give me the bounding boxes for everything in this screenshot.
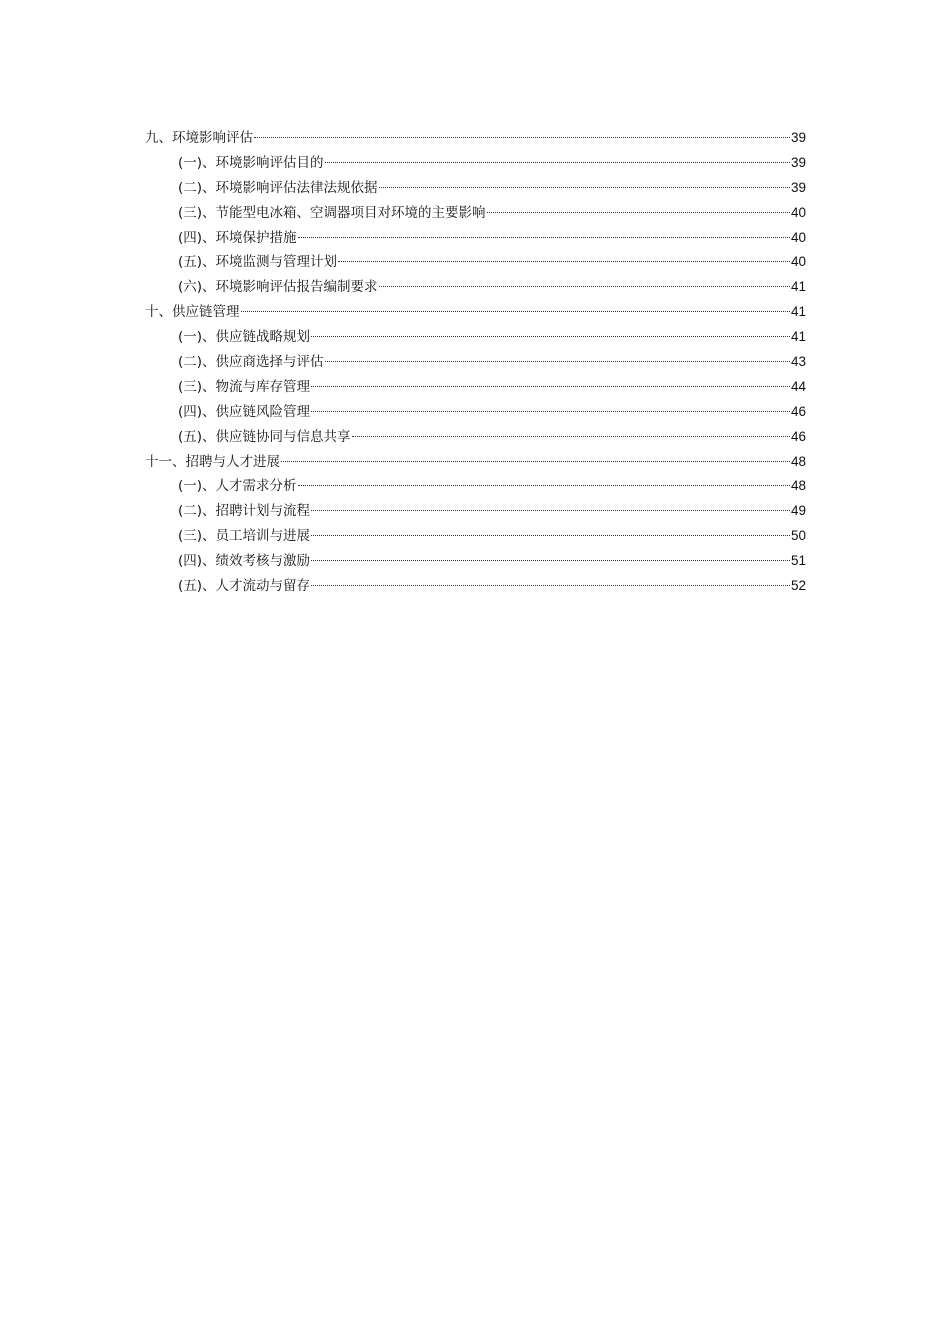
toc-entry-title: (二)、环境影响评估法律法规依据	[178, 179, 378, 196]
toc-entry-10-4[interactable]	[145, 400, 806, 425]
toc-page-number: 39	[790, 154, 806, 170]
toc-page-number: 51	[790, 553, 806, 569]
toc-page-number: 39	[790, 179, 806, 195]
toc-entry-title: (四)、供应链风险管理	[178, 403, 311, 420]
toc-dot-leader	[311, 585, 790, 586]
toc-page-number: 46	[790, 428, 806, 444]
toc-dot-leader	[325, 162, 790, 163]
toc-entry-title: (四)、环境保护措施	[178, 229, 297, 246]
toc-page-number: 44	[790, 378, 806, 394]
toc-entry-11-4[interactable]	[145, 549, 806, 574]
toc-page-number: 41	[790, 304, 806, 320]
toc-entry-title: (三)、员工培训与进展	[178, 528, 311, 545]
toc-dot-leader	[311, 386, 790, 387]
toc-page-number: 41	[790, 329, 806, 345]
toc-entry-title: (五)、环境监测与管理计划	[178, 254, 338, 271]
toc-entry-9-5[interactable]	[145, 250, 806, 275]
table-of-contents	[145, 126, 806, 599]
toc-entry-section-10[interactable]	[145, 300, 806, 325]
toc-entry-title: (一)、供应链战略规划	[178, 329, 311, 346]
toc-entry-section-11[interactable]	[145, 450, 806, 475]
toc-entry-title: (二)、招聘计划与流程	[178, 503, 311, 520]
toc-entry-title: (六)、环境影响评估报告编制要求	[178, 279, 378, 296]
toc-dot-leader	[298, 485, 790, 486]
toc-entry-9-1[interactable]	[145, 151, 806, 176]
toc-dot-leader	[379, 286, 790, 287]
toc-entry-11-2[interactable]	[145, 499, 806, 524]
toc-entry-11-5[interactable]	[145, 574, 806, 599]
toc-dot-leader	[379, 187, 790, 188]
toc-entry-11-3[interactable]	[145, 524, 806, 549]
toc-dot-leader	[241, 311, 790, 312]
toc-dot-leader	[311, 560, 790, 561]
toc-dot-leader	[311, 336, 790, 337]
toc-entry-9-3[interactable]	[145, 201, 806, 226]
toc-entry-title: (五)、人才流动与留存	[178, 578, 311, 595]
toc-dot-leader	[311, 411, 790, 412]
toc-dot-leader	[311, 510, 790, 511]
toc-page-number: 46	[790, 403, 806, 419]
toc-page-number: 39	[790, 130, 806, 145]
toc-entry-9-4[interactable]	[145, 226, 806, 251]
toc-dot-leader	[352, 436, 790, 437]
toc-entry-title: (三)、物流与库存管理	[178, 378, 311, 395]
toc-dot-leader	[325, 361, 790, 362]
toc-entry-10-1[interactable]	[145, 325, 806, 350]
toc-entry-9-2[interactable]	[145, 176, 806, 201]
toc-entry-10-3[interactable]	[145, 375, 806, 400]
toc-entry-11-1[interactable]	[145, 474, 806, 499]
toc-page-number: 41	[790, 279, 806, 295]
toc-page-number: 49	[790, 503, 806, 519]
toc-entry-9-6[interactable]	[145, 275, 806, 300]
toc-page-number: 40	[790, 204, 806, 220]
toc-dot-leader	[298, 237, 790, 238]
toc-entry-title: 九、环境影响评估	[145, 130, 253, 146]
toc-entry-title: (四)、绩效考核与激励	[178, 553, 311, 570]
toc-page-number: 48	[790, 453, 806, 469]
toc-entry-title: (一)、人才需求分析	[178, 478, 297, 495]
toc-dot-leader	[487, 212, 790, 213]
toc-entry-title: 十、供应链管理	[145, 304, 240, 321]
toc-page-number: 52	[790, 578, 806, 594]
toc-page-number: 40	[790, 229, 806, 245]
toc-page-number: 40	[790, 254, 806, 270]
toc-entry-10-5[interactable]	[145, 425, 806, 450]
toc-page-number: 50	[790, 528, 806, 544]
toc-page-number: 48	[790, 478, 806, 494]
toc-dot-leader	[311, 535, 790, 536]
toc-entry-10-2[interactable]	[145, 350, 806, 375]
toc-entry-title: (三)、节能型电冰箱、空调器项目对环境的主要影响	[178, 204, 486, 221]
toc-entry-title: (五)、供应链协同与信息共享	[178, 428, 351, 445]
toc-entry-title: (一)、环境影响评估目的	[178, 154, 324, 171]
toc-entry-title: 十一、招聘与人才进展	[145, 453, 280, 470]
toc-dot-leader	[254, 137, 790, 138]
toc-page-number: 43	[790, 354, 806, 370]
toc-dot-leader	[281, 461, 790, 462]
toc-dot-leader	[338, 261, 790, 262]
toc-entry-section-9[interactable]	[145, 126, 806, 151]
toc-entry-title: (二)、供应商选择与评估	[178, 354, 324, 371]
